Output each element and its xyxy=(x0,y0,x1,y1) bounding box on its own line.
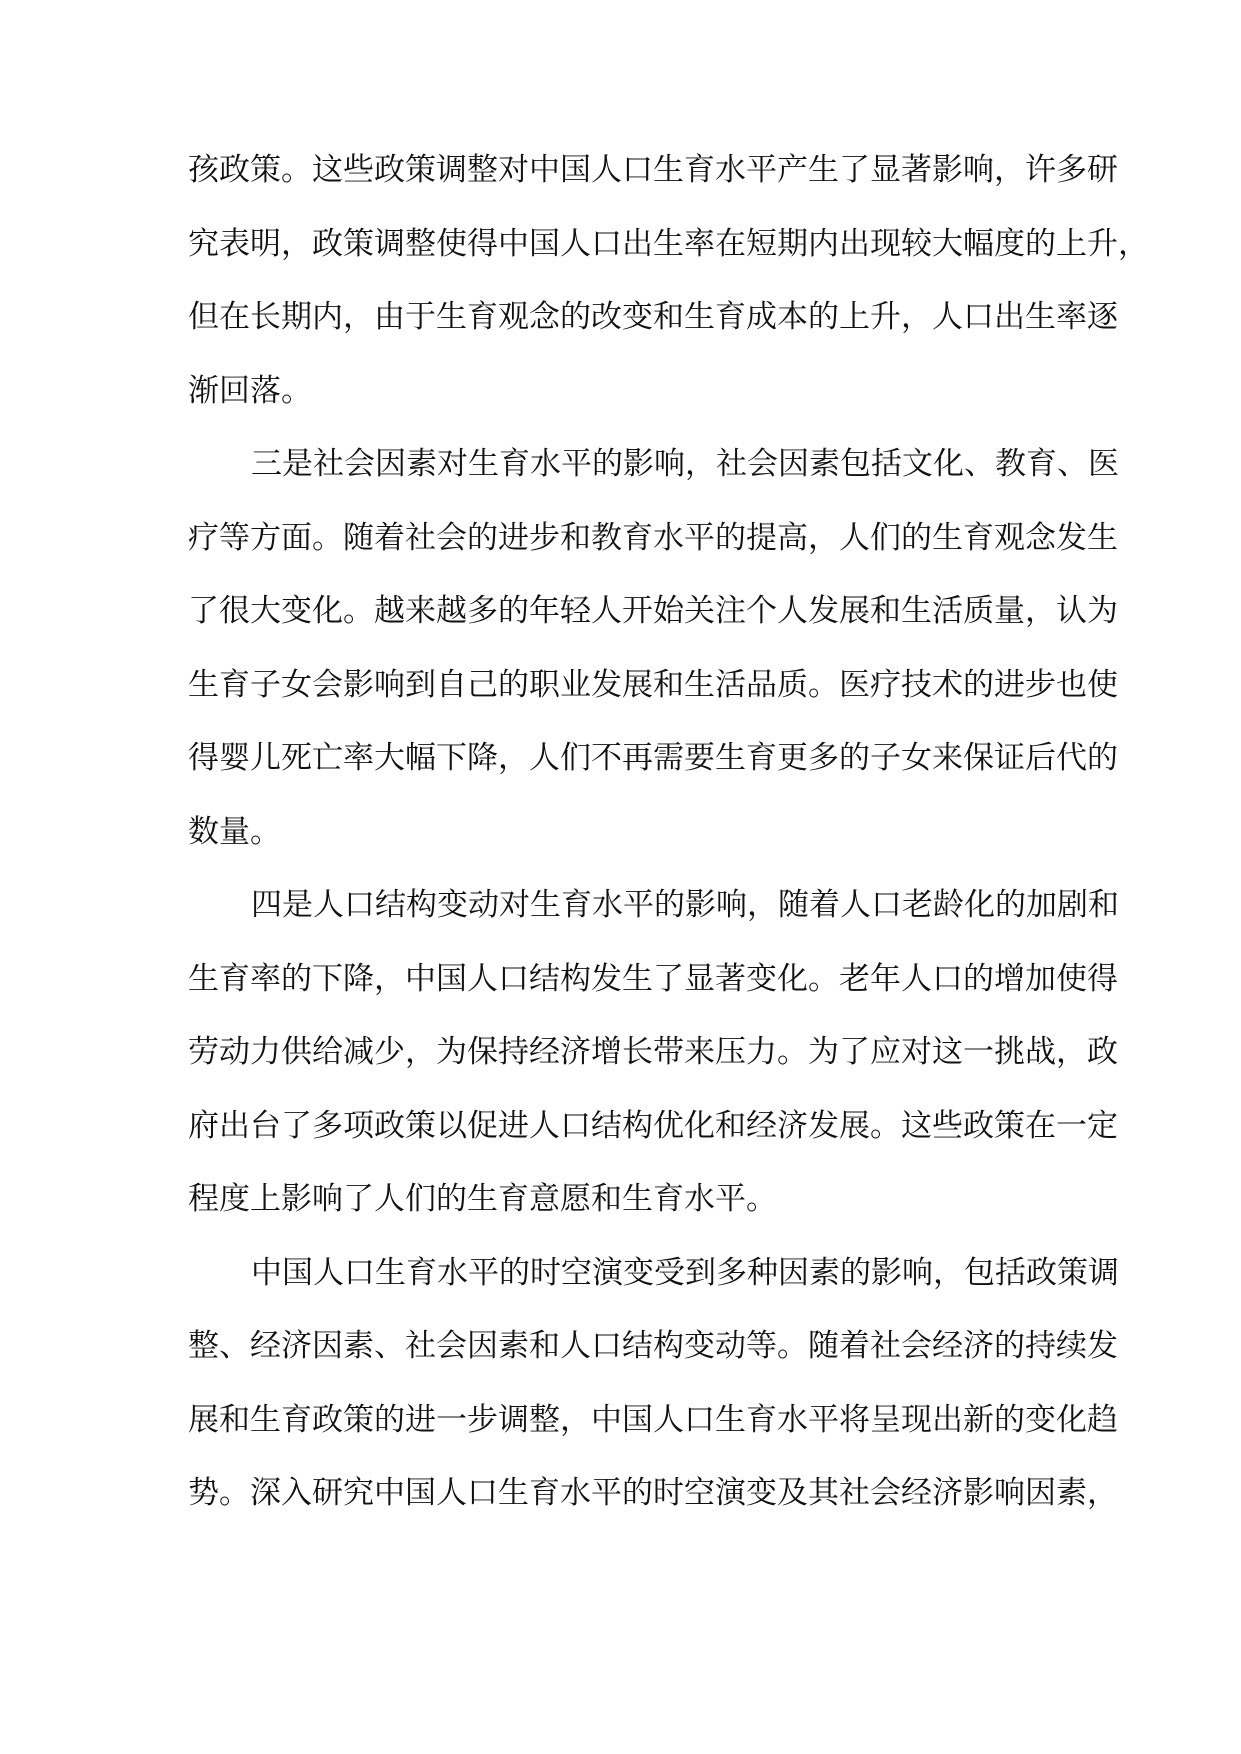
text-line: 展和生育政策的进一步调整，中国人口生育水平将呈现出新的变化趋 xyxy=(188,1401,1118,1438)
text-line: 中国人口生育水平的时空演变受到多种因素的影响，包括政策调 xyxy=(251,1254,1119,1291)
text-line: 了很大变化。越来越多的年轻人开始关注个人发展和生活质量，认为 xyxy=(188,593,1118,629)
text-line: 但在长期内，由于生育观念的改变和生育成本的上升，人口出生率逐 xyxy=(188,299,1118,335)
text-line: 生育子女会影响到自己的职业发展和生活品质。医疗技术的进步也使 xyxy=(188,666,1118,703)
text-line: 三是社会因素对生育水平的影响，社会因素包括文化、教育、医 xyxy=(251,446,1119,482)
paragraph xyxy=(188,145,1149,439)
paragraph xyxy=(188,1248,1119,1542)
text-line: 数量。 xyxy=(188,813,281,850)
text-line: 府出台了多项政策以促进人口结构优化和经济发展。这些政策在一定 xyxy=(188,1107,1118,1144)
text-line: 整、经济因素、社会因素和人口结构变动等。随着社会经济的持续发 xyxy=(188,1328,1118,1364)
paragraph xyxy=(188,880,1119,1248)
text-line: 渐回落。 xyxy=(188,372,312,409)
text-line: 劳动力供给减少，为保持经济增长带来压力。为了应对这一挑战，政 xyxy=(188,1034,1118,1070)
text-line: 疗等方面。随着社会的进步和教育水平的提高，人们的生育观念发生 xyxy=(188,519,1118,556)
text-line: 究表明，政策调整使得中国人口出生率在短期内出现较大幅度的上升， xyxy=(188,225,1149,262)
text-line: 四是人口结构变动对生育水平的影响，随着人口老龄化的加剧和 xyxy=(251,887,1119,923)
text-line: 势。深入研究中国人口生育水平的时空演变及其社会经济影响因素， xyxy=(188,1475,1118,1511)
body-text xyxy=(188,145,1149,1542)
text-line: 程度上影响了人们的生育意愿和生育水平。 xyxy=(188,1181,777,1217)
paragraph xyxy=(188,439,1119,880)
text-line: 生育率的下降，中国人口结构发生了显著变化。老年人口的增加使得 xyxy=(188,960,1118,997)
text-line: 孩政策。这些政策调整对中国人口生育水平产生了显著影响，许多研 xyxy=(188,152,1118,188)
text-line: 得婴儿死亡率大幅下降，人们不再需要生育更多的子女来保证后代的 xyxy=(188,740,1118,776)
